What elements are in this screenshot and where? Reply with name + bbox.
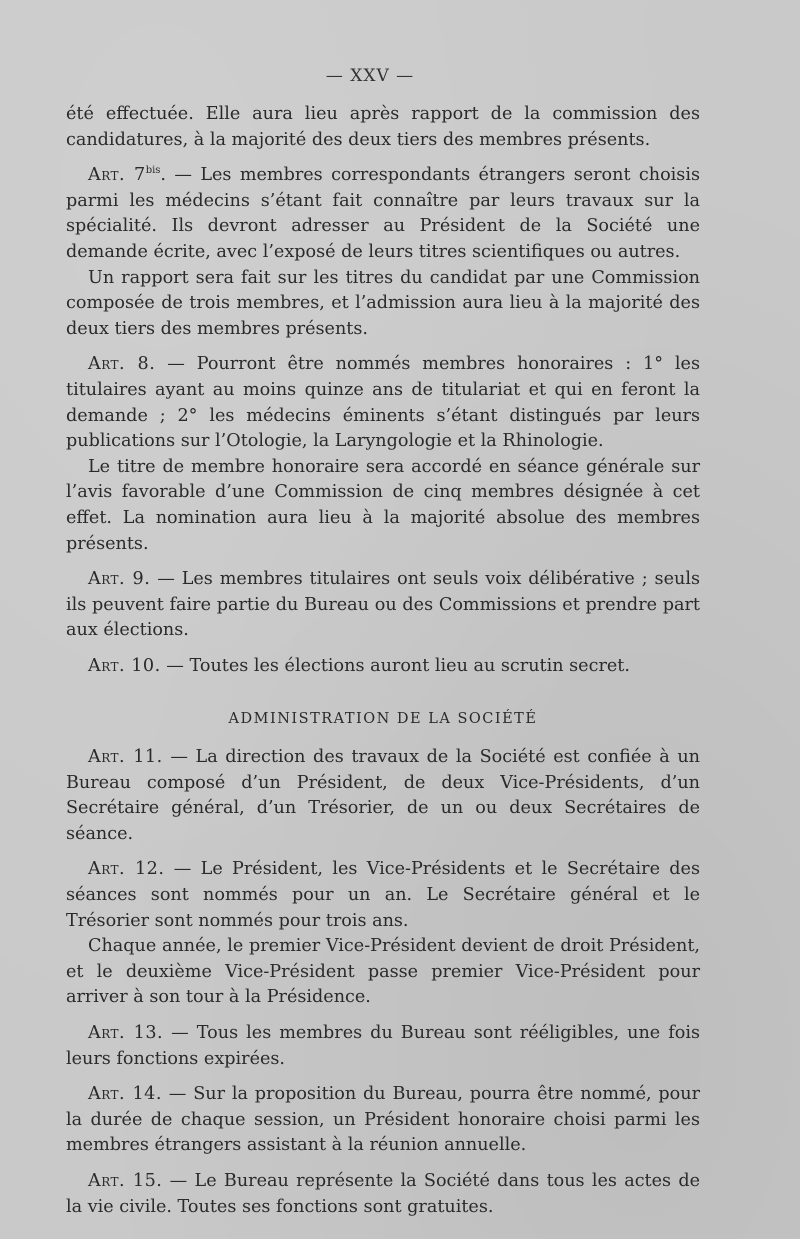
article-8 <box>66 352 700 454</box>
article-text: — Le Bureau représente la Société dans tous les actes de la vie civile. Toutes ses fonctions sont gratuites. <box>66 1170 701 1217</box>
article-8-continued: Le titre de membre honoraire sera accordé en séance générale sur l’avis favorable d’une Commission de cinq membres désignée à cet effet. La nomination aura lieu à la majorité absolue des membres présents. <box>66 456 700 554</box>
section-heading: ADMINISTRATION DE LA SOCIÉTÉ <box>228 711 538 728</box>
article-11 <box>66 745 700 847</box>
article-13 <box>66 1021 700 1072</box>
article-label: Art. 15. <box>88 1170 163 1191</box>
article-10 <box>66 654 700 680</box>
article-label: Art. 7 <box>88 165 146 186</box>
article-7bis <box>66 163 700 265</box>
article-label: Art. 11. <box>88 747 163 768</box>
article-text: — Les membres titulaires ont seuls voix délibérative ; seuls ils peuvent faire partie du Bureau ou des Commissions et prendre part aux élections. <box>66 569 700 641</box>
article-14 <box>66 1082 700 1159</box>
article-text: — Tous les membres du Bureau sont rééligibles, une fois leurs fonctions expirées. <box>66 1023 700 1069</box>
page-number-header: — XXV — <box>325 66 415 86</box>
article-text: — Le Président, les Vice-Présidents et le Secrétaire des séances sont nommés pour un an. Le Secrétaire général et le Trésorier sont nommés pour trois ans. <box>66 859 700 931</box>
article-text: — Toutes les élections auront lieu au scrutin secret. <box>160 655 630 676</box>
article-12-continued: Chaque année, le premier Vice-Président devient de droit Président, et le deuxième Vice-Président passe premier Vice-Président pour arriver à son tour à la Présidence. <box>66 936 700 1008</box>
article-text: — Sur la proposition du Bureau, pourra être nommé, pour la durée de chaque session, un Président honoraire choisi parmi les membres étrangers assistant à la réunion annuelle. <box>66 1084 701 1156</box>
article-text: — Pourront être nommés membres honoraires : 1° les titulaires ayant au moins quinze ans de titulariat et qui en feront la demande ; 2° les médecins éminents s’étant distingués par leurs publications sur l’Otologie, la Laryngologie et la Rhinologie. <box>66 354 700 452</box>
article-9 <box>66 567 700 644</box>
article-label: Art. 9. <box>88 569 151 590</box>
article-7bis-continued: Un rapport sera fait sur les titres du candidat par une Commission composée de trois membres, et l’admission aura lieu à la majorité des deux tiers des membres présents. <box>66 267 700 339</box>
article-12 <box>66 857 700 934</box>
article-label: Art. 10. <box>88 655 161 676</box>
article-text: . — Les membres correspondants étrangers seront choisis parmi les médecins s’étant fait connaître par leurs travaux sur la spécialité. Ils devront adresser au Président de la Société une demande écrite, avec l’exposé de leurs titres scientifiques ou autres. <box>66 165 700 262</box>
article-label: Art. 12. <box>88 859 165 880</box>
article-label: Art. 13. <box>88 1023 164 1043</box>
article-label: Art. 14. <box>88 1084 162 1105</box>
article-15 <box>66 1169 700 1220</box>
paragraph-continuation: été effectuée. Elle aura lieu après rapport de la commission des candidatures, à la majorité des deux tiers des membres présents. <box>66 104 700 150</box>
article-text: — La direction des travaux de la Société est confiée à un Bureau composé d’un Président, de deux Vice-Présidents, d’un Secrétaire général, d’un Trésorier, de un ou deux Secrétaires de séance. <box>66 747 701 844</box>
article-label: Art. 8. <box>88 354 156 375</box>
article-superscript: bis <box>145 165 161 177</box>
body-text <box>66 102 700 1220</box>
